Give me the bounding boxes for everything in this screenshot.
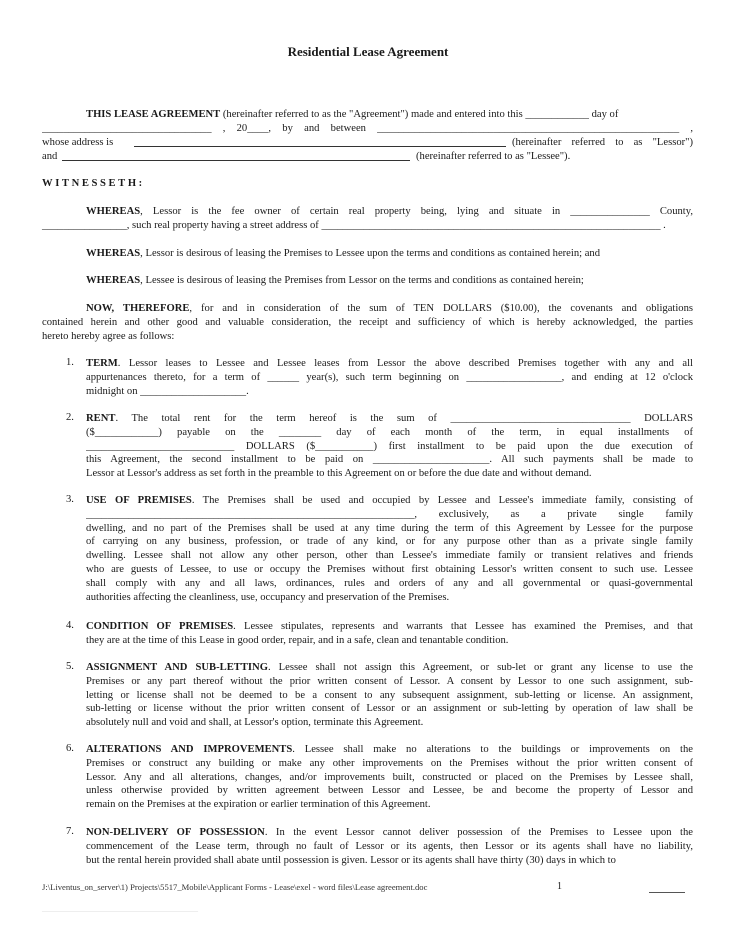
intro-line-1-text: (hereinafter referred to as the "Agreement") made and entered into this ____________ day of: [222, 109, 619, 120]
whereas-1-line-1: [86, 205, 693, 219]
clause-number: 1.: [66, 357, 74, 368]
clause-line: Lessor at Lessor's address as set forth in the preamble to this Agreement on or before the due date and without demand.: [86, 468, 592, 480]
clause-line: ______________________________________________________________, exclusively, as a private single family: [86, 508, 693, 520]
now-therefore-line-2: contained herein and other good and valuable consideration, the receipt and sufficiency of which is hereby acknowledged, the parties: [42, 317, 693, 328]
clause-number: 5.: [66, 661, 74, 672]
clause-number: 6.: [66, 743, 74, 754]
clause-text: . Lessee shall not assign this Agreement, or sub-let or grant any license to use the: [267, 662, 693, 673]
intro-line-3-tail: (hereinafter referred to as "Lessor"): [512, 137, 693, 148]
clause-line: commencement of the Lease term, through no fault of Lessor or its agents, then Lessor or its agents shall have no liability,: [86, 840, 693, 852]
clause-heading: ASSIGNMENT AND SUB-LETTING: [86, 662, 268, 673]
clause-text: . The total rent for the term hereof is the sum of __________________________________ DOLLARS: [115, 413, 693, 424]
whereas-3-text: , Lessee is desirous of leasing the Premises from Lessor on the terms and conditions as contained herein;: [140, 275, 584, 286]
whereas-2-lead: WHEREAS: [86, 248, 141, 259]
intro-lead: THIS LEASE AGREEMENT: [86, 109, 221, 120]
clause-line: absolutely null and void and shall, at Lessor's option, terminate this Agreement.: [86, 717, 424, 729]
clause-line: this Agreement, the second installment to be paid on ______________________. All such payments shall be made to: [86, 454, 693, 466]
document-title: Residential Lease Agreement: [287, 44, 449, 59]
clause-line: dwelling. Lessee shall not allow any other person, other than Lessee's immediate family or transient relatives and friends: [86, 550, 693, 562]
clause-number: 7.: [66, 826, 74, 837]
lessor-name-blank: [134, 136, 506, 147]
clause-line: ____________________________ DOLLARS ($___________) first installment to be paid upon the due execution of: [86, 440, 693, 452]
clause-line: [86, 494, 693, 508]
whereas-2-text: , Lessor is desirous of leasing the Premises to Lessee upon the terms and conditions as contained herein; and: [140, 248, 601, 259]
faded-footer-mark: _______________________________________: [42, 904, 198, 913]
clause-line: appurtenances thereto, for a term of ______ year(s), such term beginning on __________________, and ending at 12 o'clock: [86, 371, 693, 383]
clause-text: . In the event Lessor cannot deliver possession of the Premises to Lessee upon the: [264, 827, 693, 838]
whereas-1-line-2: ________________, such real property having a street address of ________________________________________________________________ .: [42, 220, 666, 231]
clause-line: dwelling, and no part of the Premises shall be used at any time during the term of this Agreement by Lessee for the purpose: [86, 522, 693, 534]
clause-line: but the rental herein provided shall abate until possession is given. Lessor or its agents shall have thirty (30) days in which to: [86, 854, 616, 866]
clause-line: authorities affecting the cleanliness, use, occupancy and preservation of the Premises.: [86, 591, 450, 603]
clause-line: Premises or any part thereof without the prior written consent of Lessor. A consent by Lessor to one such assignment, sub-: [86, 675, 693, 687]
clause-line: of carrying on any business, profession, or trade of any kind, or for any purpose other than as a private single family: [86, 536, 693, 548]
intro-line-4-label: and: [42, 151, 58, 162]
clause-text: . The Premises shall be used and occupied by Lessee and Lessee's immediate family, consisting of: [191, 495, 693, 506]
clause-heading: NON-DELIVERY OF POSSESSION: [86, 827, 265, 838]
whereas-2: [86, 247, 600, 261]
witnesseth-heading: WITNESSETH:: [42, 178, 145, 189]
clause-line: [86, 412, 693, 426]
clause-line: [86, 661, 693, 675]
clause-line: shall comply with any and all laws, ordinances, rules and orders of any and all governmental or quasi-governmental: [86, 577, 693, 589]
clause-line: letting or license shall not be deemed to be a consent to any subsequent assignment, sub-letting or license. An assignment,: [86, 689, 693, 701]
clause-heading: CONDITION OF PREMISES: [86, 621, 234, 632]
clause-line: remain on the Premises at the expiration or earlier termination of this Agreement.: [86, 799, 431, 811]
clause-line: Lessor. Any and all alterations, changes, and/or improvements built, constructed or placed on the Premises by Lessee shall,: [86, 771, 693, 783]
lessee-name-blank: [62, 150, 410, 161]
intro-line-3-label: whose address is: [42, 137, 114, 148]
clause-line: [86, 357, 693, 371]
clause-line: [86, 743, 693, 757]
clause-line: midnight on ____________________.: [86, 385, 249, 397]
clause-number: 2.: [66, 412, 74, 423]
now-therefore-line-3: hereto hereby agree as follows:: [42, 331, 175, 342]
clause-line: ($____________) payable on the ________ day of each month of the term, in equal installments of: [86, 426, 693, 438]
intro-line-1: [86, 108, 618, 122]
now-therefore-line-1: [86, 302, 693, 316]
clause-line: [86, 826, 693, 840]
page-number: 1: [557, 881, 562, 892]
clause-line: they are at the time of this Lease in good order, repair, and in a safe, clean and tenantable condition.: [86, 634, 509, 646]
clause-text: . Lessee stipulates, represents and warrants that Lessee has examined the Premises, and that: [233, 621, 693, 632]
whereas-1-lead: WHEREAS: [86, 206, 141, 217]
footer-rule: [649, 892, 685, 893]
whereas-1-text: , Lessor is the fee owner of certain real property being, lying and situate in _______________ County,: [140, 206, 693, 217]
footer-file-path: J:\Liventus_on_server\1) Projects\5517_Mobile\Applicant Forms - Lease\exel - word files\Lease agreement.doc: [42, 882, 428, 892]
clause-number: 4.: [66, 620, 74, 631]
clause-line: [86, 620, 693, 634]
clause-line: who are guests of Lessee, to use or occupy the Premises without first obtaining Lessor's written consent to such use. Lessee: [86, 564, 693, 575]
clause-number: 3.: [66, 494, 74, 505]
whereas-3: [86, 274, 584, 288]
intro-line-4-tail: (hereinafter referred to as "Lessee").: [416, 151, 571, 162]
clause-line: Premises or construct any building or make any other improvements on the Premises without the prior written consent of: [86, 757, 693, 769]
clause-heading: TERM: [86, 358, 118, 369]
intro-line-2: ________________________________ , 20____, by and between _________________________________________________________ ,: [42, 123, 693, 134]
clause-line: sub-letting or license without the prior written consent of Lessor or an assignment or sub-letting by operation of law shall be: [86, 703, 693, 715]
clause-heading: RENT: [86, 413, 116, 424]
clause-heading: ALTERATIONS AND IMPROVEMENTS: [86, 744, 293, 755]
clause-text: . Lessee shall make no alterations to the buildings or improvements on the: [292, 744, 693, 755]
clause-text: . Lessor leases to Lessee and Lessee leases from Lessor the above described Premises together with any and all: [117, 358, 693, 369]
clause-heading: USE OF PREMISES: [86, 495, 192, 506]
now-therefore-lead: NOW, THEREFORE: [86, 303, 190, 314]
whereas-3-lead: WHEREAS: [86, 275, 141, 286]
now-therefore-text: , for and in consideration of the sum of TEN DOLLARS ($10.00), the covenants and obligations: [189, 303, 693, 314]
clause-line: unless otherwise provided by written agreement between Lessor and Lessee, be and become the property of Lessor and: [86, 785, 693, 797]
